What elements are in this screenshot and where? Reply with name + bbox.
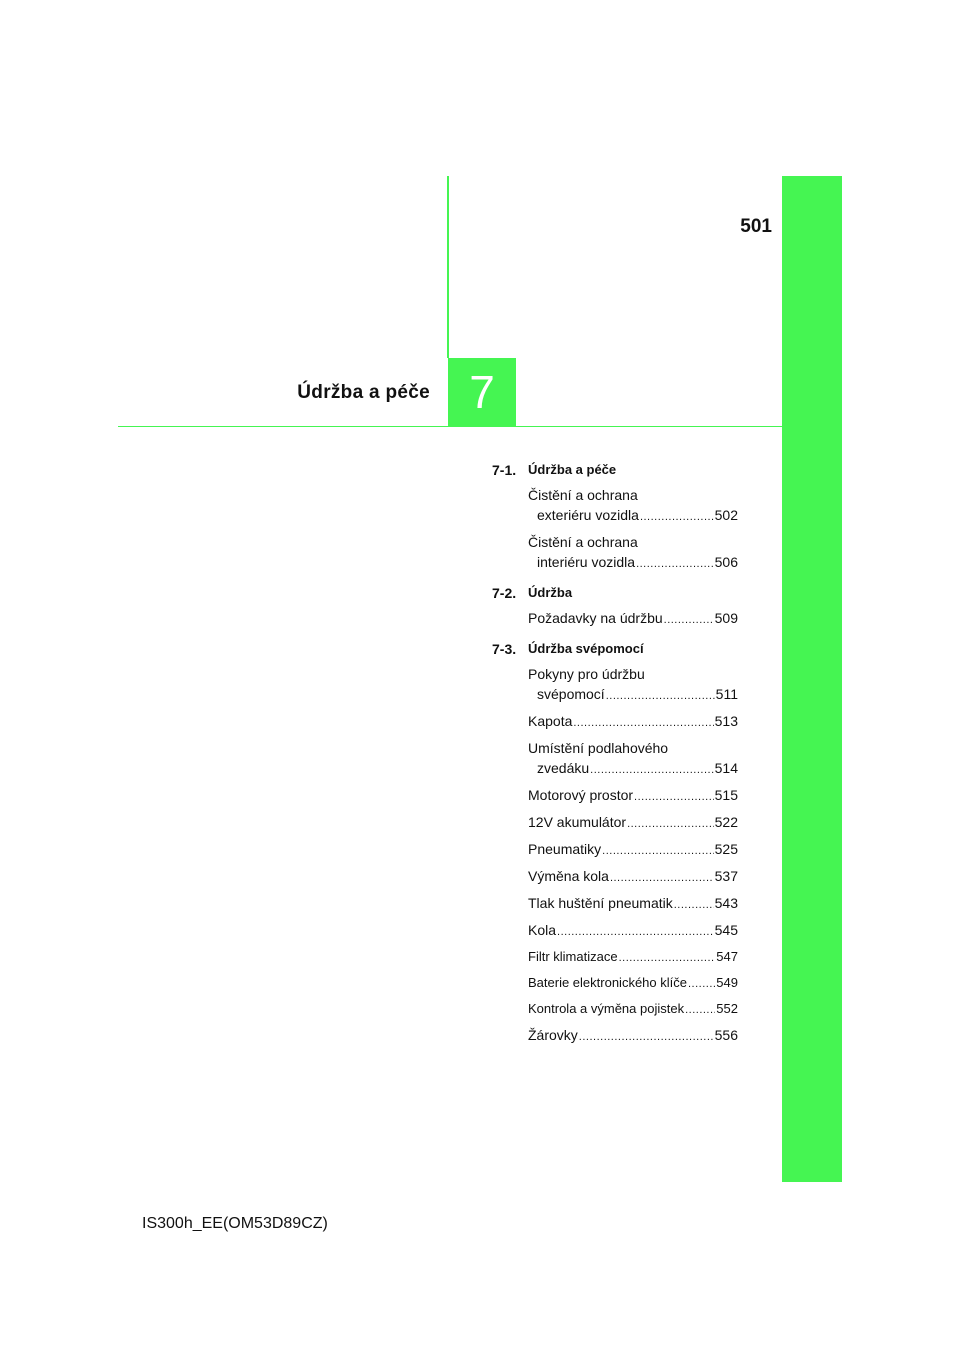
chapter-number: 7: [469, 366, 495, 418]
leader-dots: [640, 507, 714, 527]
toc-entry-row: [528, 505, 738, 527]
toc-entry[interactable]: [528, 920, 738, 942]
toc-entry-row: [528, 947, 738, 968]
toc-entry-label: Motorový prostor: [528, 787, 634, 803]
chapter-number-box: [448, 358, 516, 426]
toc-entry-row: [528, 552, 738, 574]
toc-entry-line1: Čistění a ochrana: [528, 487, 638, 503]
leader-dots: [590, 760, 713, 780]
toc-entry-page: 522: [714, 814, 738, 830]
toc-entry-page: 525: [714, 841, 738, 857]
toc-entry-row: [528, 785, 738, 807]
toc-entry-page: 556: [714, 1027, 738, 1043]
toc-entry-page: 545: [714, 922, 738, 938]
toc-entry-line1: Čistění a ochrana: [528, 534, 638, 550]
toc-entry-label: Baterie elektronického klíče: [528, 975, 687, 990]
leader-dots: [579, 1027, 714, 1047]
toc-entry-label: exteriéru vozidla: [537, 507, 639, 523]
toc-entry-row: [528, 920, 738, 942]
toc-entry-page: 537: [714, 868, 738, 884]
toc-entry[interactable]: [528, 738, 738, 780]
toc-entry-page: 502: [714, 507, 738, 523]
toc-entry-label: Žárovky: [528, 1027, 578, 1043]
footer-document-code: IS300h_EE(OM53D89CZ): [142, 1215, 328, 1232]
toc-entry-page: 506: [714, 554, 738, 570]
toc-entry[interactable]: [528, 973, 738, 994]
toc-entry[interactable]: [528, 664, 738, 706]
table-of-contents: [492, 460, 738, 1047]
toc-entry-label: svépomocí: [537, 686, 605, 702]
toc-entry-row: [528, 893, 738, 915]
section-title[interactable]: Údržba: [528, 585, 573, 600]
leader-dots: [688, 974, 715, 994]
toc-entry[interactable]: [528, 893, 738, 915]
toc-entry-label: interiéru vozidla: [537, 554, 636, 570]
toc-entry[interactable]: [528, 532, 738, 574]
toc-entry-row: [528, 1025, 738, 1047]
toc-entry-page: 511: [715, 686, 738, 702]
section-number: 7-2.: [492, 585, 517, 601]
toc-entry-page: 513: [714, 713, 738, 729]
leader-dots: [557, 922, 714, 942]
toc-entry-page: 514: [714, 760, 738, 776]
toc-entry-row: [528, 812, 738, 834]
toc-entry-label: Kontrola a výměna pojistek: [528, 1001, 685, 1016]
toc-section: [492, 583, 738, 603]
toc-section: [492, 639, 738, 659]
toc-entry[interactable]: [528, 485, 738, 527]
toc-section: [492, 460, 738, 480]
toc-entry-page: 543: [714, 895, 738, 911]
toc-entry-page: 509: [714, 610, 738, 626]
toc-entry-row: [528, 839, 738, 861]
toc-entry-label: Výměna kola: [528, 868, 609, 884]
leader-dots: [636, 554, 714, 574]
leader-dots: [627, 814, 714, 834]
toc-entry-label: Kola: [528, 922, 557, 938]
toc-entry[interactable]: [528, 711, 738, 733]
toc-entry[interactable]: [528, 1025, 738, 1047]
leader-dots: [606, 686, 715, 706]
toc-entry-row: [528, 608, 738, 630]
header-vertical-rule: [447, 176, 449, 358]
leader-dots: [634, 787, 714, 807]
chapter-title: Údržba a péče: [297, 382, 430, 403]
toc-entry[interactable]: [528, 999, 738, 1020]
toc-entry[interactable]: [528, 812, 738, 834]
chapter-edge-tab: [782, 176, 842, 1182]
section-number: 7-3.: [492, 641, 517, 657]
leader-dots: [610, 868, 714, 888]
toc-entry-page: 547: [716, 949, 738, 964]
leader-dots: [674, 895, 714, 915]
toc-entry-line1: Pokyny pro údržbu: [528, 666, 645, 682]
toc-entry[interactable]: [528, 608, 738, 630]
toc-entry[interactable]: [528, 839, 738, 861]
toc-entry[interactable]: [528, 947, 738, 968]
toc-entry-page: 515: [714, 787, 738, 803]
toc-entry-label: Pneumatiky: [528, 841, 602, 857]
page-number: 501: [740, 216, 772, 237]
toc-entry-page: 549: [716, 975, 738, 990]
toc-entry-row: [528, 866, 738, 888]
section-title[interactable]: Údržba svépomocí: [528, 641, 644, 656]
toc-entry[interactable]: [528, 785, 738, 807]
section-number: 7-1.: [492, 462, 517, 478]
toc-entry-label: Požadavky na údržbu: [528, 610, 663, 626]
leader-dots: [664, 610, 714, 630]
header-horizontal-rule: [118, 426, 782, 427]
toc-entry-row: [528, 999, 738, 1020]
leader-dots: [602, 841, 713, 861]
toc-entry-line1: Umístění podlahového: [528, 740, 669, 756]
toc-entry-label: 12V akumulátor: [528, 814, 627, 830]
toc-entry-label: Tlak huštění pneumatik: [528, 895, 673, 911]
leader-dots: [619, 948, 716, 968]
toc-entry-row: [528, 758, 738, 780]
toc-entry-row: [528, 973, 738, 994]
toc-entry-page: 552: [716, 1001, 738, 1016]
toc-entry[interactable]: [528, 866, 738, 888]
toc-entry-row: [528, 711, 738, 733]
toc-entry-row: [528, 684, 738, 706]
leader-dots: [573, 713, 713, 733]
leader-dots: [685, 1000, 715, 1020]
toc-entry-label: Kapota: [528, 713, 573, 729]
toc-entry-label: zvedáku: [537, 760, 590, 776]
section-title[interactable]: Údržba a péče: [528, 462, 617, 477]
toc-entry-label: Filtr klimatizace: [528, 949, 618, 964]
